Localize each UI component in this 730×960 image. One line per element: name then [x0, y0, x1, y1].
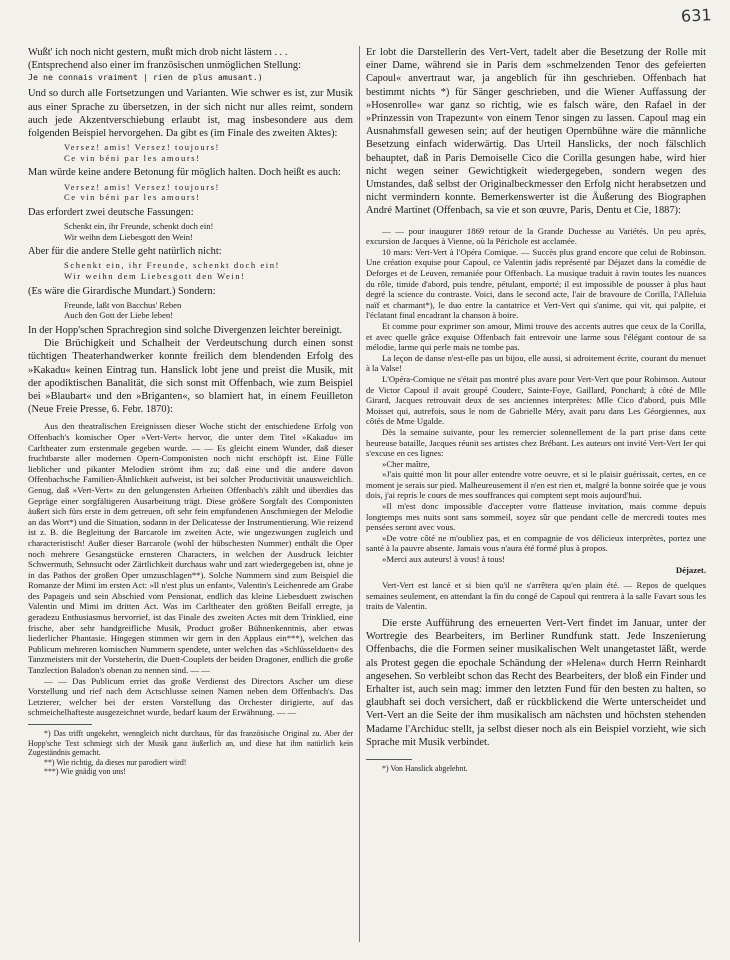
- verse-block-2: [64, 182, 353, 203]
- footnote-rule: [366, 759, 412, 760]
- hanslick-quote-end: — — Das Publicum erriet das große Verdienst des Directors Ascher um diese Vorstellung und rief nach dem Actschlusse seinen Namen neben dem Offenbach's. Das Letzterer, welcher bei der ersten Vorstellung das Orchester dirigierte, auf das schmeichelhafteste ausgezeichnet wurde, bedarf kaum der Erwähnung. — —: [28, 675, 353, 718]
- verse-line: Auch den Gott der Liebe leben!: [64, 310, 174, 321]
- footnote: **) Wie richtig, da dieses nur parodiert wird!: [44, 757, 187, 767]
- letter-text: »De votre côté ne m'oubliez pas, et en compagnie de vos délicieux interprètes, portez une santé à la pauvre absente. Jamais vous n'aura été formé plus à propos.: [366, 532, 706, 554]
- verse-block-3: [64, 221, 353, 242]
- footnote: *) Von Hanslick abgelehnt.: [382, 764, 468, 774]
- letter-text: »Il m'est donc impossible d'accepter votre flatteuse invitation, mais comme depuis longtemps mes nuits sont sans sommeil, soyez sûr que pendant celle de mercredi toutes mes pensées seront avec vous.: [366, 501, 706, 533]
- paragraph: In der Hopp'schen Sprachregion sind solche Divergenzen leichter bereinigt.: [28, 324, 343, 336]
- french-quote: L'Opéra-Comique ne s'était pas montré plus avare pour Vert-Vert que pour Robinson. Autour de Victor Capoul il avait groupé Couderc, Sainte-Foye, Gaillard, Ponchard; à côté de Mlle Girard, Jacques retrouvait deux de ses anciennes interprètes: Mlle Cico d'abord, puis Mlle Moisset qui, autrefois, sous le nom de Gabrielle Méry, avait paru dans Les Géorgiennes, aux côtés de Mme Ugalde.: [366, 373, 706, 427]
- verse-line: Versez! amis! Versez! toujours!: [64, 181, 220, 192]
- right-column: [366, 46, 706, 944]
- verse-line: Freunde, laßt von Bacchus' Reben: [64, 299, 182, 310]
- left-column: [28, 46, 353, 944]
- hanslick-quote: Aus den theatralischen Ereignissen dieser Woche sticht der entschiedene Erfolg von Offenbach's komischer Oper »Vert-Vert« hervor, die unter dem Titel »Kakadu« im Carltheater zum erstenmale gegeben wurde. — — Es gleicht einem Wunder, daß dieser fruchtbarste aller modernen Opern-Componisten noch nicht erschöpft ist. Eine Fülle lieblicher und pikanter Melodien strömt ihm zu; daß eine und die andere davon Offenbachsche Familien-Ähnlichkeit aufweist, ist bei solcher Productivität unausweichlich. Genug, daß »Vert-Vert« zu den gelungensten Arbeiten Offenbach's zählt und überdies das Gepräge einer sorgfältigeren Ausarbeitung trägt. Diese größere Sorgfalt des Componisten äußert sich fürs erste in dem getreuen, oft sehr fein empfundenen Anschmiegen der Melodie an das Wort*) und die Situation, sodann in der Delicatesse der Instrumentierung. Wie reizend ist z. B. die Begleitung der Barcarole im zweiten Acte, wie ungezwungen zugleich und characteristisch! Außer dieser Barcarole (wohl der hübschesten Nummer) enthält die Oper noch mehrere Gesangstücke ernsteren Characters, in welchen der Ausdruck leichter Schwermuth, Sehnsucht oder Zärtlichkeit durchaus wahr und zart wiedergegeben ist, ohne je in das Pathos der großen Oper umzuschlagen**). Solche Nummern sind zum Beispiel die Romanze der Mimi im ersten Act: »Il n'est plus un enfant«, Valentin's Leichenrede am Grabe des Papageis und sein Abschied vom Pensionat, endlich das kleine Liebesduett zwischen Valentin und Mimi im dritten Act. Was im Carltheater den größten Beifall erregte, ja geradezu Enthusiasmus hervorrief, ist das Finale des zweiten Actes mit dem Trinklied, eine frische, aber sehr handgreifliche Musik, Product großer Bühnenkenntnis, aber etwas liederlicher Phantasie. Hingegen stimmen wir gern in den Applaus ein***), welchen das Publicum mehreren komischen Nummern spendete, unter welchen das »Schlüsselduett« des Tanzmeisters mit der Vorsteherin, die Duett-Couplets der beiden Dragoner, endlich die große Tanzlection Baladon's obenan zu nennen sind. — —: [28, 421, 353, 676]
- page-number: 631: [680, 5, 713, 26]
- letter-text: »J'ais quitté mon lit pour aller entendre votre oeuvre, et si le plaisir guérissait, certes, en ce moment je serais sur pied. Malheureusement il n'en est rien et, malgré la bonne soirée que je vous dois, j'ai repris le cours de mes souffrances qui comptent sept mois aujourd'hui.: [366, 469, 706, 501]
- verse-block-4: [64, 260, 353, 281]
- paragraph: Das erfordert zwei deutsche Fassungen:: [28, 206, 194, 218]
- paragraph: Aber für die andere Stelle geht natürlich nicht:: [28, 246, 222, 258]
- paragraph: (Es wäre die Girardische Mundart.) Sondern:: [28, 285, 216, 297]
- verse-line: Wir weihn dem Liebesgott den Wein!: [64, 231, 193, 242]
- paragraph: Man würde keine andere Betonung für möglich halten. Doch heißt es auch:: [28, 167, 341, 179]
- letter-text: »Merci aux auteurs! à vous! à tous!: [382, 554, 506, 565]
- verse-line: Schenkt ein, ihr Freunde, schenkt doch ein!: [64, 221, 214, 231]
- french-quote: Et comme pour exprimer son amour, Mimi trouve des accents autres que ceux de la Corilla, et avec quelle grâce exquise Offenbach fait entrevoir une larme sous l'élégant contour de sa mélodie, larme qui perle mais ne tombe pas.: [366, 320, 706, 353]
- verse-line: Versez! amis! Versez! toujours!: [64, 142, 220, 153]
- footnote: ***) Wie gnädig von uns!: [44, 767, 126, 777]
- french-quote: La leçon de danse n'est-elle pas un bijou, elle aussi, si adroitement écrite, courant du menuet à la Valse!: [366, 352, 706, 374]
- footnote: *) Das trifft ungekehrt, wenngleich nicht durchaus, für das französische Original zu. Aber der Hopp'sche Text schmiegt sich der Musik ganz äußerlich an, und diese hat ihm natürlich kein Zugeständnis gemacht.: [28, 729, 353, 758]
- french-quote: Dès la semaine suivante, pour les remercier solennellement de la part prise dans cette heureuse bataille, Jacques réunit ses artistes chez Brébant. Les auteurs ont invité Vert-Vert Ier qui s'excuse en ces lignes:: [366, 426, 706, 459]
- french-quote: Vert-Vert est lancé et si bien qu'il ne s'arrêtera qu'en plain été. — Repos de quelques semaines seulement, en attendant la fin du congé de Capoul qui rentrera à la salle Favart sous les traits de Valentin.: [366, 580, 706, 612]
- paragraph: Die erste Aufführung des erneuerten Vert-Vert findet im Januar, unter der Wortregie des Bearbeiters, im Berliner Rundfunk statt. Jede Inszenierung Offenbachs, die die Formen seiner musikalischen Welt unangetastet läßt, werde als Protest gegen die epochale Schändung der »Helena« durch Herrn Reinhardt angesehen. So verbleibt schon das Recht des Bearbeiters, der bloß ein Finder und Erhalter ist, auch sein mag: immer den letzten Fund für den besten zu halten, so glaubhaft sei doch versichert, daß er rückblickend die Werte unterscheidet und Vert-Vert an die Seite der ihm musikalisch am nächsten und höchsten stehenden Madame l'Archiduc stellt, ja selbst dieser noch als ein Beispiel vorzieht, wie sich Sprache mit Musik verbindet.: [366, 618, 706, 748]
- verse-line: Ce vin béni par les amours!: [64, 192, 201, 203]
- column-divider: [359, 46, 360, 942]
- letter-signature: Déjazet.: [675, 564, 706, 575]
- paragraph: Er lobt die Darstellerin des Vert-Vert, tadelt aber die Besetzung der Rolle mit einer Dame, während sie in Paris dem »schmelzenden Tenor des gefeierten Capoul« anvertraut war, ja angeblich für ihn geschrieben. Offenbach hat bestimmt nichts *) für Sänger geschrieben, und die Wiener Auffassung der »Hosenrolle« war ganz so richtig, wie es falsch wäre, den Rafael in der »Prinzessin von Trapezunt« von einem Tenor singen zu lassen. Capoul mag ein Ausnahmsfall gewesen sein; auf der heutigen Opernbühne wäre die männliche Besetzung einfach widerwärtig. Das Urteil Hanslicks, der noch fälschlich behauptet, daß in Paris Demoiselle Cico die Corilla gesungen habe, wird hier nicht wegen seiner Gewichtigkeit wiedergegeben, sondern wegen des Umstandes, daß selbst der Originalbeckmesser den Erfolg nicht herabsetzen und nicht vermindern konnte. Bemerkenswerter ist die Äußerung des Biographen André Martinet (Offenbach, sa vie et son œuvre, Paris, Dentu et Cie, 1887):: [366, 47, 706, 217]
- verse-line: Schenkt ein, ihr Freunde, schenkt doch ein!: [64, 260, 280, 271]
- french-quote: 10 mars: Vert-Vert à l'Opéra Comique. — Succès plus grand encore que celui de Robinson. Une création exquise pour Capoul, ce Valentin jadis représenté par Déjazet dans la comédie de Deforges et de Leuven, remaniée pour Offenbach. La musique traduit à ravin toutes les nuances du rôle, timide d'abord, puis tendre, pétulant, emporté; il est impossible de pousser à plus haut degré la science du contraste. Voici, dans le second acte, l'air de bravoure de Corilla, l'Alleluia naïf et charmant*), le duo entre la cantatrice et Vert-Vert qui s'anime, qui vit, qui palpite, et l'éclatant final encadrant la chanson à boire.: [366, 246, 706, 321]
- verse-line: Wir weihn dem Liebesgott den Wein!: [64, 270, 246, 281]
- paragraph: Die Brüchigkeit und Schalheit der Verdeutschung durch einen sonst tüchtigen Theaterhandwerker konnte freilich dem blendenden Erfolg des »Kakadu« keinen Eintrag tun. Hanslick lobt jene und preist die Musik, mit der apodiktischen Banalität, die sich sonst mit Offenbach, wie zum Beispiel bei »Blaubart« und den »Briganten«, so blamiert hat, in einem Feuilleton (Neue Freie Presse, 6. Febr. 1870):: [28, 338, 353, 416]
- verse-block-5: [64, 300, 353, 321]
- paragraph: Und so durch alle Fortsetzungen und Varianten. Wie schwer es ist, zur Musik aus einer Sprache zu übersetzen, in der sich nicht nur alles reimt, sondern auch jede Akzentverschiebung erlaubt ist, mag insbesondere aus dem folgenden Beispiel hervorgehen. Da gibt es (im Finale des zweiten Aktes):: [28, 88, 353, 140]
- french-line: Je ne connais vraiment | rien de plus amusant.): [28, 72, 263, 83]
- french-quote: — — pour inaugurer 1869 retour de la Grande Duchesse au Variétés. Un peu après, excursion de Jacques à Vienne, où la Périchole est acclamée.: [366, 225, 706, 247]
- verse-line-intro: Wußt' ich noch nicht gestern, mußt mich drob nicht lästern . . .: [28, 47, 288, 58]
- footnote-rule: [28, 724, 92, 725]
- verse-block-1: [64, 142, 353, 163]
- paragraph: (Entsprechend also einer im französischen unmöglichen Stellung:: [28, 60, 301, 72]
- verse-line: Ce vin béni par les amours!: [64, 152, 201, 163]
- letter-salutation: »Cher maître,: [382, 458, 430, 469]
